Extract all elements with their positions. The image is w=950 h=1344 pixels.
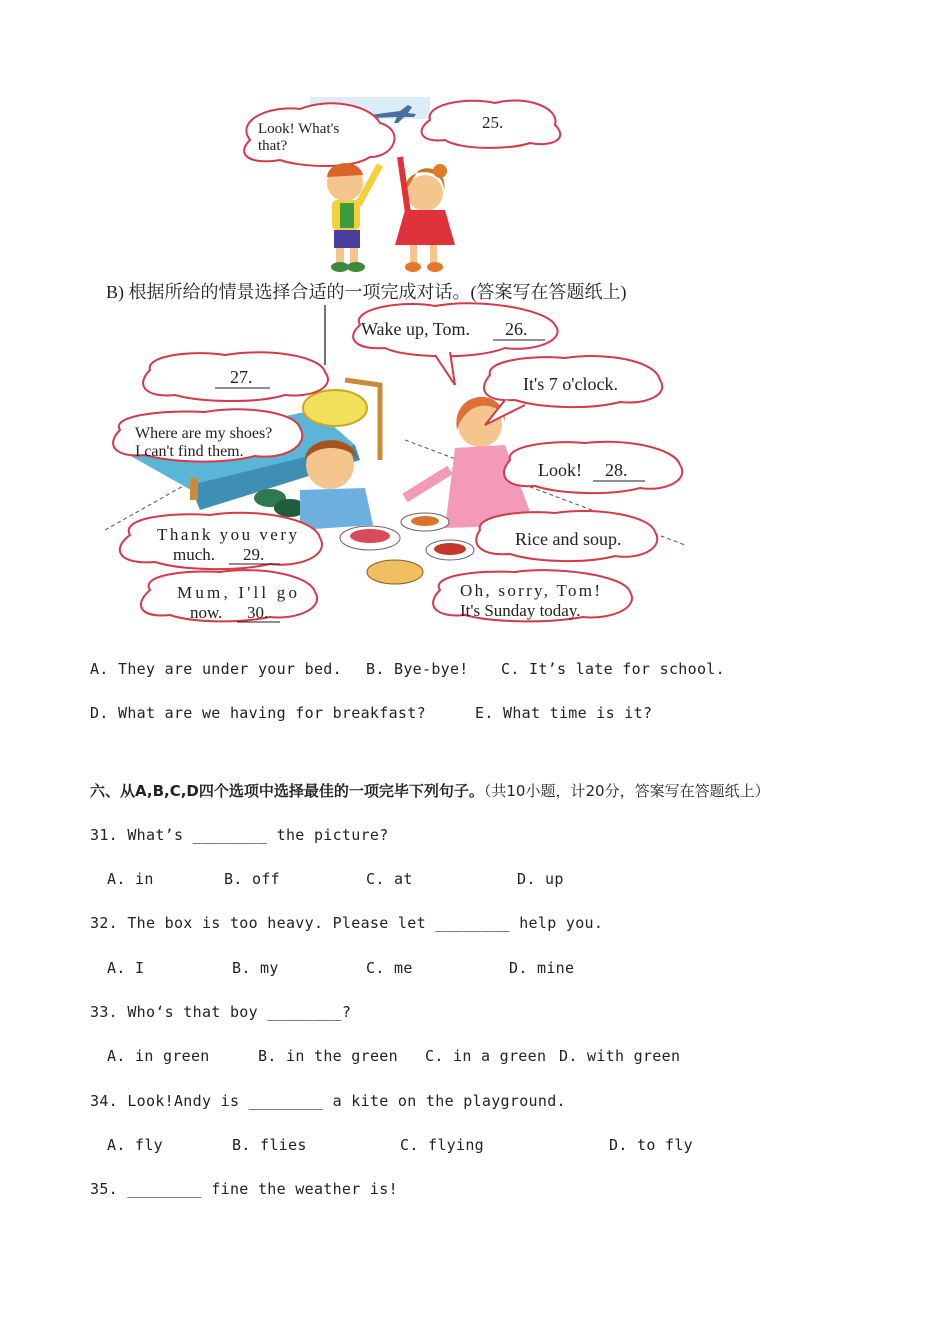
bubble-sunday (433, 570, 632, 621)
top-illustration (230, 95, 570, 280)
svg-text:30.: 30. (247, 603, 269, 622)
svg-text:It's Sunday today.: It's Sunday today. (460, 601, 581, 620)
bubble-mum-ill-go (141, 570, 317, 622)
q34-option-d: D. to fly (609, 1136, 693, 1154)
svg-text:Wake up, Tom.: Wake up, Tom. (361, 319, 470, 339)
q31-option-c: C. at (366, 870, 413, 888)
q33-option-b: B. in the green (258, 1047, 398, 1065)
option-e: E. What time is it? (475, 704, 653, 722)
option-c: C. It’s late for school. (501, 660, 725, 678)
svg-text:Look!: Look! (538, 460, 582, 480)
boy-figure (327, 163, 380, 272)
dialog-illustration (105, 300, 690, 640)
svg-text:Thank you very: Thank you very (157, 525, 297, 544)
section6-title-bold: 六、从A,B,C,D四个选项中选择最佳的一项完毕下列句子。 (90, 782, 484, 800)
girl-figure (395, 157, 455, 272)
q31-option-b: B. off (224, 870, 280, 888)
svg-text:Where are my shoes?: Where are my shoes? (135, 425, 273, 442)
svg-text:27.: 27. (230, 367, 253, 387)
svg-text:28.: 28. (605, 460, 628, 480)
q31-option-d: D. up (517, 870, 564, 888)
question-34: 34. Look!Andy is ________ a kite on the playground. (90, 1092, 566, 1110)
option-a: A. They are under your bed. (90, 660, 342, 678)
q32-option-a: A. I (107, 959, 145, 977)
question-35: 35. ________ fine the weather is! (90, 1180, 398, 1198)
option-b: B. Bye-bye! (366, 660, 469, 678)
bubble-rice-soup (476, 511, 657, 561)
q34-option-c: C. flying (400, 1136, 484, 1154)
svg-text:now.: now. (190, 603, 223, 622)
question-31: 31. What’s ________ the picture? (90, 826, 389, 844)
q33-option-c: C. in a green (425, 1047, 547, 1065)
q34-option-b: B. flies (232, 1136, 307, 1154)
bubble-27 (143, 352, 328, 401)
q32-option-c: C. me (366, 959, 413, 977)
bubble-look-whats-line2: that? (258, 138, 288, 154)
svg-text:26.: 26. (505, 319, 528, 339)
svg-text:much.: much. (173, 545, 216, 564)
option-d: D. What are we having for breakfast? (90, 704, 426, 722)
svg-text:29.: 29. (243, 545, 265, 564)
q31-option-a: A. in (107, 870, 154, 888)
q34-option-a: A. fly (107, 1136, 163, 1154)
bubble-look-28 (504, 442, 682, 493)
bubble-where-shoes (113, 409, 302, 461)
question-32: 32. The box is too heavy. Please let ________ help you. (90, 914, 604, 932)
question-33: 33. Who‘s that boy ________? (90, 1003, 352, 1021)
section6-title (90, 780, 770, 801)
section6-title-rest: （共10小题，计20分，答案写在答题纸上） (483, 782, 770, 800)
q33-option-a: A. in green (107, 1047, 210, 1065)
section-b-heading: B) 根据所给的情景选择合适的一项完成对话。(答案写在答题纸上) (106, 282, 627, 302)
bubble-thank-you (120, 513, 322, 569)
q32-option-b: B. my (232, 959, 279, 977)
bubble-25: 25. (482, 113, 504, 132)
svg-text:Oh, sorry, Tom!: Oh, sorry, Tom! (460, 581, 600, 600)
q32-option-d: D. mine (509, 959, 575, 977)
boy-at-table (300, 440, 373, 530)
svg-text:Mum, I'll go: Mum, I'll go (177, 583, 297, 602)
svg-text:Rice and soup.: Rice and soup. (515, 529, 622, 549)
bubble-seven-oclock (484, 356, 662, 425)
svg-text:It's 7 o'clock.: It's 7 o'clock. (523, 374, 618, 394)
bubble-look-whats-line1: Look! What's (258, 121, 340, 137)
q33-option-d: D. with green (559, 1047, 681, 1065)
svg-text:I can't find them.: I can't find them. (135, 443, 244, 460)
